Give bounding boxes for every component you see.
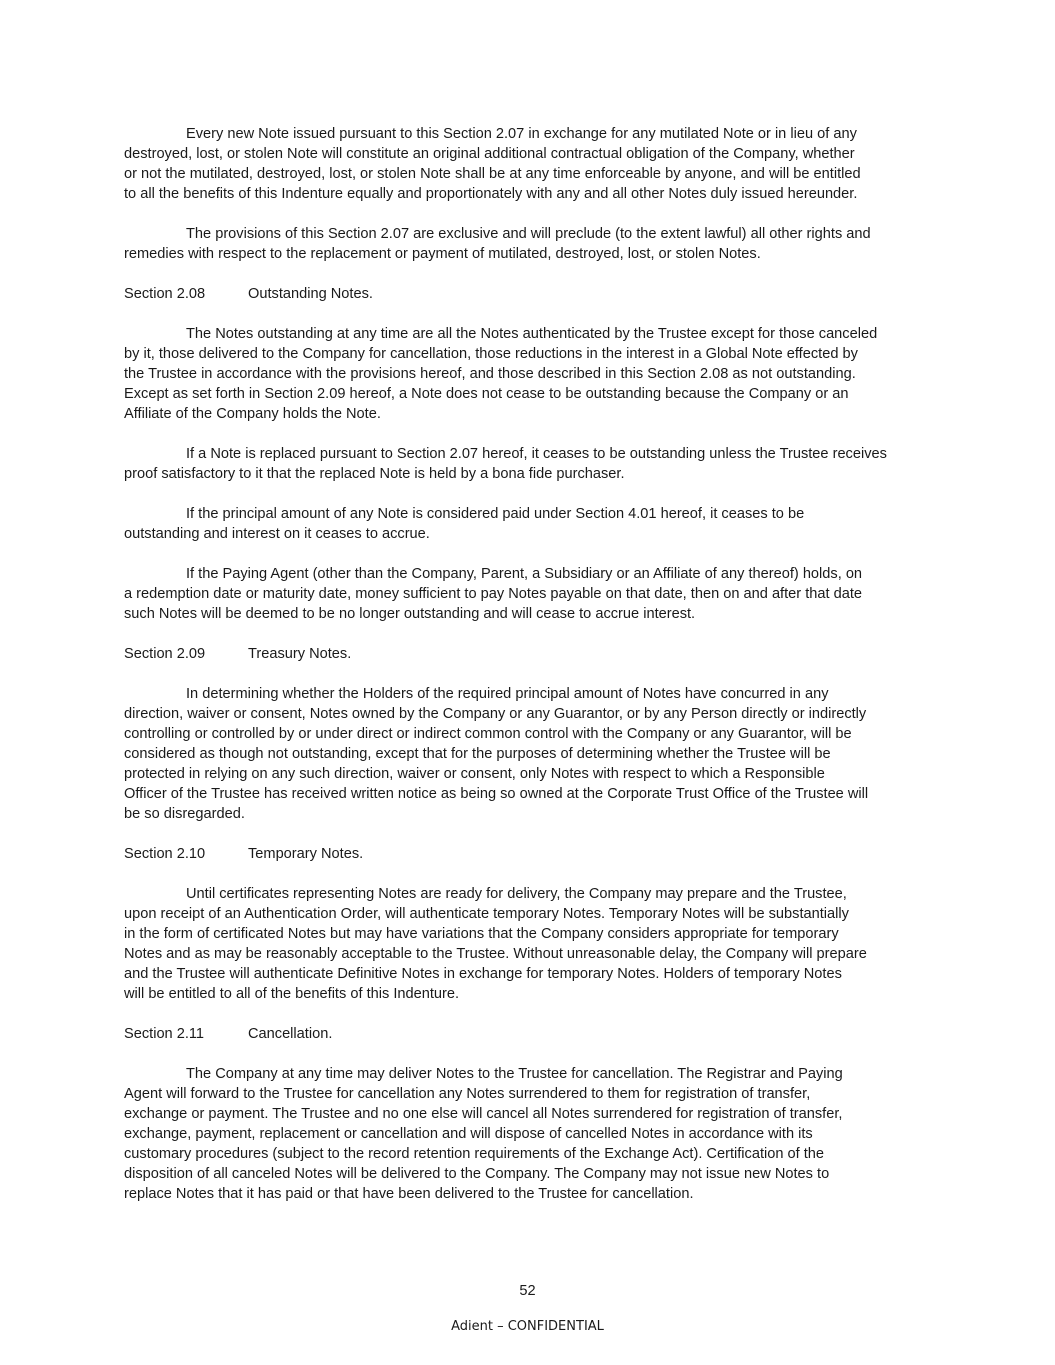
paragraph-line: exchange or payment. The Trustee and no one else will cancel all Notes surrendered for registration of transfer, [124,1106,843,1122]
paragraph-line: Notes and as may be reasonably acceptable to the Trustee. Without unreasonable delay, the Company will prepare [124,946,867,962]
section-heading [124,284,944,304]
paragraph-line: Affiliate of the Company holds the Note. [124,406,381,422]
paragraph-line: The provisions of this Section 2.07 are exclusive and will preclude (to the extent lawful) all other rights and [186,226,871,242]
paragraph-line: replace Notes that it has paid or that have been delivered to the Trustee for cancellation. [124,1186,694,1202]
paragraph [124,504,944,544]
paragraph [124,124,944,204]
document-body [124,124,944,1224]
section-title: Cancellation. [248,1026,333,1042]
paragraph-line: will be entitled to all of the benefits of this Indenture. [124,986,460,1002]
paragraph-line: upon receipt of an Authentication Order, will authenticate temporary Notes. Temporary Notes will be substantially [124,906,849,922]
paragraph-line: Agent will forward to the Trustee for cancellation any Notes surrendered to them for registration of transfer, [124,1086,811,1102]
paragraph [124,884,944,1004]
section-number: Section 2.08 [124,286,206,302]
paragraph-line: the Trustee in accordance with the provisions hereof, and those described in this Section 2.08 as not outstanding. [124,366,856,382]
paragraph [124,224,944,264]
paragraph-line: by it, those delivered to the Company for cancellation, those reductions in the interest in a Global Note effected by [124,346,858,362]
paragraph-line: destroyed, lost, or stolen Note will constitute an original additional contractual obligation of the Company, whether [124,146,855,162]
paragraph [124,444,944,484]
paragraph-line: such Notes will be deemed to be no longer outstanding and will cease to accrue interest. [124,606,696,622]
paragraph-line: The Company at any time may deliver Notes to the Trustee for cancellation. The Registrar and Paying [186,1066,843,1082]
paragraph [124,684,944,824]
section-number: Section 2.09 [124,646,206,662]
paragraph-line: in the form of certificated Notes but may have variations that the Company considers appropriate for temporary [124,926,839,942]
page-number: 52 [519,1283,536,1299]
paragraph [124,324,944,424]
paragraph-line: outstanding and interest on it ceases to accrue. [124,526,430,542]
paragraph-line: considered as though not outstanding, except that for the purposes of determining whether the Trustee will be [124,746,831,762]
paragraph-line: be so disregarded. [124,806,245,822]
section-heading [124,1024,944,1044]
section-heading [124,644,944,664]
paragraph-line: controlling or controlled by or under direct or indirect common control with the Company or any Guarantor, will be [124,726,852,742]
paragraph-line: exchange, payment, replacement or cancellation and will dispose of cancelled Notes in accordance with its [124,1126,813,1142]
paragraph-line: Until certificates representing Notes are ready for delivery, the Company may prepare and the Trustee, [186,886,847,902]
paragraph-line: direction, waiver or consent, Notes owned by the Company or any Guarantor, or by any Person directly or indirectly [124,706,867,722]
section-title: Treasury Notes. [248,646,352,662]
paragraph-line: a redemption date or maturity date, money sufficient to pay Notes payable on that date, then on and after that date [124,586,862,602]
paragraph-line: proof satisfactory to it that the replaced Note is held by a bona fide purchaser. [124,466,625,482]
paragraph-line: If the Paying Agent (other than the Company, Parent, a Subsidiary or an Affiliate of any thereof) holds, on [186,566,863,582]
section-title: Outstanding Notes. [248,286,373,302]
paragraph-line: disposition of all canceled Notes will be delivered to the Company. The Company may not issue new Notes to [124,1166,830,1182]
paragraph-line: In determining whether the Holders of the required principal amount of Notes have concurred in any [186,686,829,702]
paragraph-line: If a Note is replaced pursuant to Section 2.07 hereof, it ceases to be outstanding unless the Trustee receives [186,446,887,462]
section-heading [124,844,944,864]
paragraph-line: Every new Note issued pursuant to this Section 2.07 in exchange for any mutilated Note or in lieu of any [186,126,857,142]
paragraph-line: protected in relying on any such direction, waiver or consent, only Notes with respect to which a Responsible [124,766,825,782]
paragraph-line: If the principal amount of any Note is considered paid under Section 4.01 hereof, it ceases to be [186,506,805,522]
paragraph-line: The Notes outstanding at any time are all the Notes authenticated by the Trustee except for those canceled [186,326,878,342]
paragraph-line: or not the mutilated, destroyed, lost, or stolen Note shall be at any time enforceable by anyone, and will be entitled [124,166,861,182]
section-number: Section 2.11 [124,1026,205,1042]
paragraph-line: customary procedures (subject to the record retention requirements of the Exchange Act). Certification of the [124,1146,825,1162]
paragraph [124,1064,944,1204]
paragraph-line: Officer of the Trustee has received written notice as being so owned at the Corporate Trust Office of the Trustee will [124,786,869,802]
paragraph-line: remedies with respect to the replacement or payment of mutilated, destroyed, lost, or stolen Notes. [124,246,761,262]
paragraph-line: to all the benefits of this Indenture equally and proportionately with any and all other Notes duly issued hereunder. [124,186,858,202]
section-number: Section 2.10 [124,846,206,862]
confidential-footer: Adient – CONFIDENTIAL [451,1319,604,1334]
paragraph-line: and the Trustee will authenticate Definitive Notes in exchange for temporary Notes. Holders of temporary Notes [124,966,842,982]
section-title: Temporary Notes. [248,846,364,862]
paragraph-line: Except as set forth in Section 2.09 hereof, a Note does not cease to be outstanding because the Company or an [124,386,849,402]
paragraph [124,564,944,624]
